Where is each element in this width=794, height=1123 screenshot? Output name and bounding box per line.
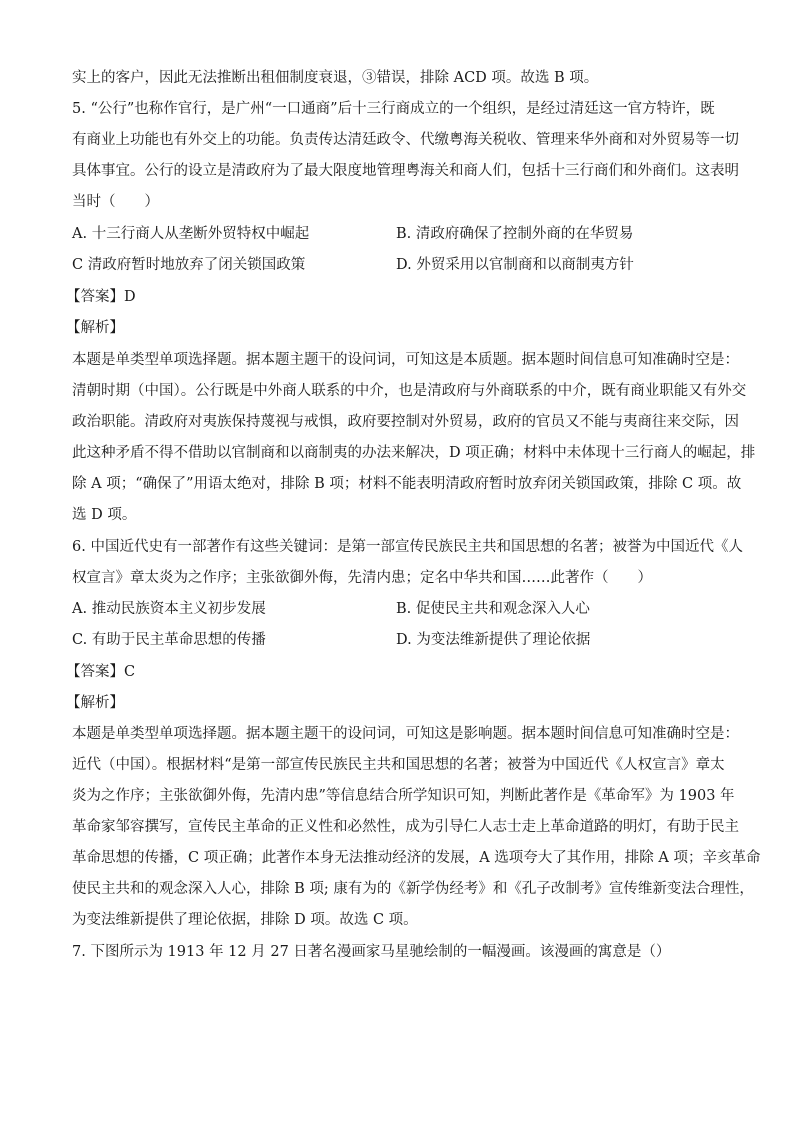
q5-analysis-line: 政治职能。清政府对夷族保持蔑视与戒惧，政府要控制对外贸易，政府的官员又不能与夷商往来交际，因 [72,414,739,430]
q6-analysis-line: 使民主共和的观念深入人心，排除 B 项; 康有为的《新学伪经考》和《孔子改制考》宣传维新变法合理性， [72,881,754,897]
q6-stem-line: 6. 中国近代史有一部著作有这些关键词：是第一部宣传民族民主共和国思想的名著；被誉为中国近代《人 [72,539,743,555]
q5-analysis-line: 此这种矛盾不得不借助以官制商和以商制夷的办法来解决，D 项正确；材料中未体现十三行商人的崛起，排 [72,445,756,461]
q5-option-d: D. 外贸采用以官制商和以商制夷方针 [396,257,634,273]
q6-stem-line: 权宣言》章太炎为之作序；主张欲御外侮，先清内患；定名中华共和国……此著作（ ） [72,570,652,586]
q5-stem-line: 有商业上功能也有外交上的功能。负责传达清廷政令、代缴粤海关税收、管理来华外商和对外贸易等一切 [72,132,739,148]
q6-analysis-line: 革命家邹容撰写，宣传民主革命的正义性和必然性，成为引导仁人志士走上革命道路的明灯，有助于民主 [72,819,739,835]
q5-stem-line: 5. “公行”也称作官行，是广州“一口通商”后十三行商成立的一个组织，是经过清廷这一官方特许，既 [72,101,715,117]
q5-option-a: A. 十三行商人从垄断外贸特权中崛起 [72,226,310,242]
q5-analysis-line: 本题是单类型单项选择题。据本题主题干的设问词，可知这是本质题。据本题时间信息可知准确时空是： [72,352,739,368]
q6-option-c: C. 有助于民主革命思想的传播 [72,632,266,648]
q5-analysis-line: 除 A 项；“确保了”用语太绝对，排除 B 项；材料不能表明清政府暂时放弃闭关锁国政策，排除 C 项。故 [72,476,742,492]
q5-answer: 【答案】D [66,289,136,305]
q6-analysis-line: 为变法维新提供了理论依据，排除 D 项。故选 C 项。 [72,912,418,928]
q5-stem-line: 具体事宜。公行的设立是清政府为了最大限度地管理粤海关和商人们，包括十三行商们和外商们。这表明 [72,163,739,179]
q5-stem-line: 当时（ ） [72,194,159,210]
q6-analysis-line: 革命思想的传播，C 项正确；此著作本身无法推动经济的发展，A 选项夸大了其作用，排除 A 项；辛亥革命 [72,850,761,866]
q5-analysis-line: 清朝时期（中国）。公行既是中外商人联系的中介，也是清政府与外商联系的中介，既有商业职能又有外交 [72,383,747,399]
q6-answer: 【答案】C [66,664,136,680]
q7-stem: 7. 下图所示为 1913 年 12 月 27 日著名漫画家马星驰绘制的一幅漫画。该漫画的寓意是（） [72,944,671,960]
q5-option-b: B. 清政府确保了控制外商的在华贸易 [396,226,634,242]
q5-analysis-label: 【解析】 [66,320,124,336]
q6-option-d: D. 为变法维新提供了理论依据 [396,632,591,648]
q5-option-c: C 清政府暂时地放弃了闭关锁国政策 [72,257,306,273]
q6-analysis-label: 【解析】 [66,695,124,711]
q5-analysis-line: 选 D 项。 [72,507,137,523]
q6-analysis-line: 本题是单类型单项选择题。据本题主题干的设问词，可知这是影响题。据本题时间信息可知准确时空是： [72,726,739,742]
q6-analysis-line: 炎为之作序；主张欲御外侮，先清内患”等信息结合所学知识可知，判断此著作是《革命军》为 1903 年 [72,788,735,804]
prev-analysis-tail: 实上的客户，因此无法推断出租佃制度衰退，③错误，排除 ACD 项。故选 B 项。 [72,70,599,86]
q6-analysis-line: 近代（中国）。根据材料“是第一部宣传民族民主共和国思想的名著；被誉为中国近代《人权宣言》章太 [72,757,725,773]
q6-option-b: B. 促使民主共和观念深入人心 [396,601,590,617]
q6-option-a: A. 推动民族资本主义初步发展 [72,601,266,617]
